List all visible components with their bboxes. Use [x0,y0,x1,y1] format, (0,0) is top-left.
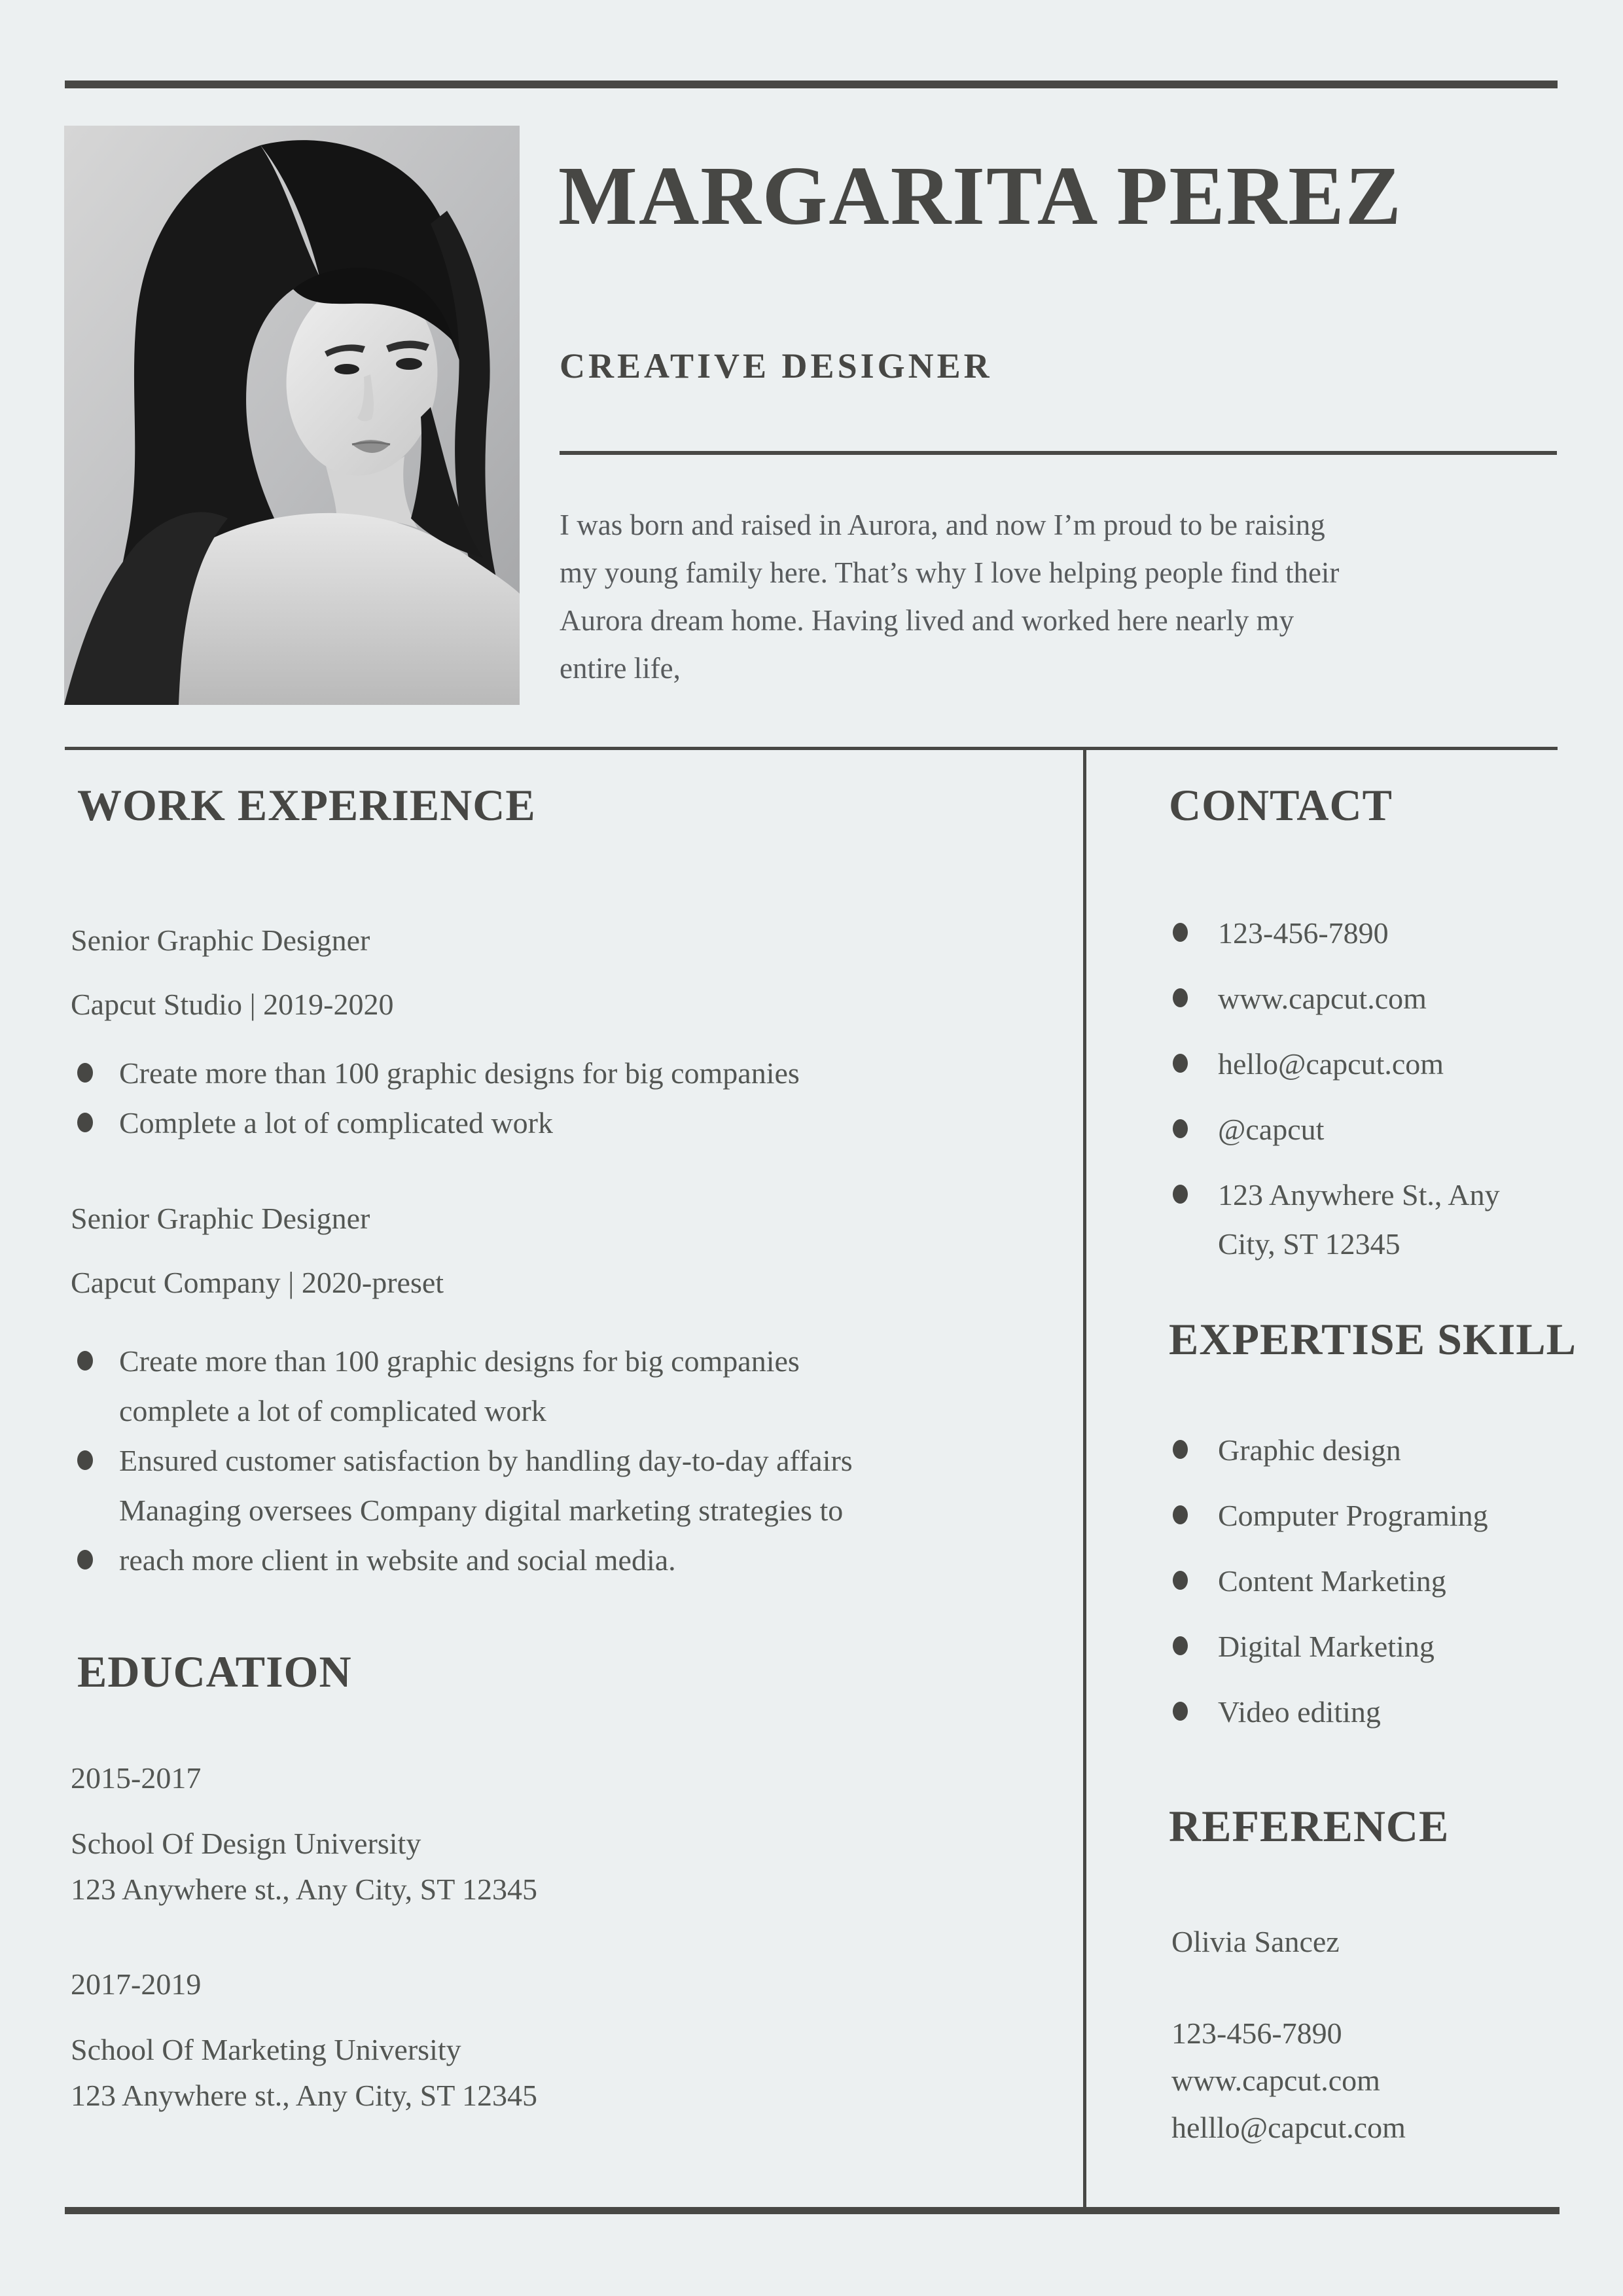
job-points [77,1055,800,1141]
section-heading-contact: CONTACT [1169,780,1393,830]
contact-item [1173,1049,1500,1080]
education-years: 2017-2019 [71,1967,202,2001]
job-point-row [77,1443,853,1479]
education-address: 123 Anywhere st., Any City, ST 12345 [71,2079,538,2112]
bio-line: entire life, [560,652,681,685]
bullet-dot-icon [1173,1571,1188,1590]
education-school: School Of Design University [71,1827,421,1860]
contact-item-text: City, ST 12345 [1218,1227,1400,1261]
skill-item-text: Video editing [1218,1695,1381,1729]
skills-list [1173,1435,1488,1728]
bio-line: I was born and raised in Aurora, and now I’m proud to be raising [560,509,1325,541]
bullet-dot-icon [1173,1636,1188,1655]
contact-list [1173,918,1500,1260]
skill-item [1173,1435,1488,1466]
job-point-row [77,1343,853,1380]
skill-item [1173,1696,1488,1728]
bullet-dot-icon [77,1450,93,1470]
contact-item [1173,1114,1500,1145]
reference-website: www.capcut.com [1171,2064,1380,2097]
reference-phone: 123-456-7890 [1171,2017,1342,2050]
job-meta: Capcut Studio | 2019-2020 [71,988,394,1021]
job-point-row [77,1055,800,1092]
bullet-dot-icon [1173,988,1188,1007]
job-point-text: complete a lot of complicated work [119,1394,546,1427]
education-item [71,1759,537,1909]
portrait-photo [64,126,520,705]
skill-item-text: Content Marketing [1218,1564,1446,1598]
section-heading-reference: REFERENCE [1169,1801,1450,1851]
role-underline [560,451,1557,455]
job-point-text: Complete a lot of complicated work [119,1106,553,1139]
skill-item [1173,1631,1488,1662]
bio-line: my young family here. That’s why I love helping people find their [560,556,1340,589]
job-point-text: Ensured customer satisfaction by handling day-to-day affairs [119,1444,853,1477]
bullet-dot-icon [1173,1440,1188,1459]
bullet-dot-icon [77,1063,93,1083]
skill-item [1173,1566,1488,1597]
job-title: Senior Graphic Designer [71,1202,370,1235]
contact-item-text: 123-456-7890 [1218,916,1389,950]
skill-item [1173,1500,1488,1532]
job-title: Senior Graphic Designer [71,924,370,957]
job-point-row [77,1393,853,1429]
contact-item-text: 123 Anywhere St., Any [1218,1178,1500,1211]
education-years: 2015-2017 [71,1761,202,1795]
bullet-dot-icon [1173,1505,1188,1524]
contact-item-text: @capcut [1218,1113,1325,1146]
education-list [71,1759,537,2115]
bullet-dot-icon [77,1550,93,1570]
skill-item-text: Graphic design [1218,1433,1401,1467]
column-divider [1083,747,1086,2207]
header-divider [65,747,1558,750]
job-point-text: Managing oversees Company digital marketing strategies to [119,1494,844,1527]
bullet-dot-icon [1173,923,1188,942]
bullet-dot-icon [1173,1119,1188,1138]
education-item [71,1965,537,2115]
job-meta: Capcut Company | 2020-preset [71,1266,444,1299]
job-point-text: Create more than 100 graphic designs for big companies [119,1344,800,1378]
bio-paragraph [560,501,1339,692]
contact-item-text: hello@capcut.com [1218,1047,1444,1081]
reference-name: Olivia Sancez [1171,1925,1340,1958]
job-point-text: Create more than 100 graphic designs for big companies [119,1056,800,1090]
job-point-row [77,1542,853,1579]
reference-email: helllo@capcut.com [1171,2111,1406,2144]
bottom-rule [65,2207,1560,2214]
bullet-dot-icon [1173,1054,1188,1073]
bullet-dot-icon [77,1113,93,1132]
bullet-dot-icon [77,1351,93,1371]
contact-item [1173,983,1500,1014]
top-rule [65,81,1558,88]
contact-item-text: www.capcut.com [1218,982,1427,1015]
section-heading-expertise-skill: EXPERTISE SKILL [1169,1314,1577,1364]
section-heading-work-experience: WORK EXPERIENCE [77,780,536,830]
job-point-text: reach more client in website and social media. [119,1543,676,1577]
section-heading-education: EDUCATION [77,1647,352,1696]
skill-item-text: Computer Programing [1218,1499,1488,1532]
contact-item [1173,1229,1500,1260]
job-point-row [77,1492,853,1529]
portrait-photo-graphic [64,126,520,705]
bio-line: Aurora dream home. Having lived and worked here nearly my [560,604,1294,637]
job-point-row [77,1105,800,1141]
skill-item-text: Digital Marketing [1218,1630,1435,1663]
contact-item [1173,1179,1500,1211]
bullet-dot-icon [1173,1185,1188,1204]
bullet-dot-icon [1173,1702,1188,1721]
job-points [77,1343,853,1579]
education-school: School Of Marketing University [71,2033,461,2066]
page-title-name: MARGARITA PEREZ [558,149,1402,242]
role-subtitle: CREATIVE DESIGNER [560,346,993,386]
contact-item [1173,918,1500,949]
education-address: 123 Anywhere st., Any City, ST 12345 [71,1873,538,1906]
